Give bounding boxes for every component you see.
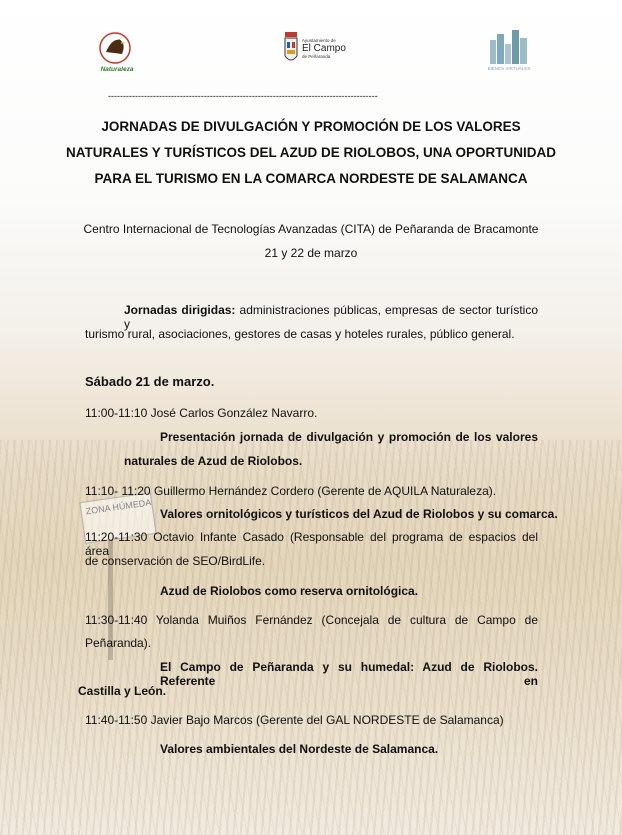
buildings-icon	[486, 30, 532, 64]
schedule-item-4-talk-line2: Castilla y León.	[78, 684, 167, 698]
schedule-item-3-speaker-line2: de conservación de SEO/BirdLife.	[85, 554, 266, 568]
bienes-virtuales-label: BIENES VIRTUALES	[487, 66, 531, 71]
aquila-logo-subtitle: Naturaleza	[100, 66, 134, 73]
el-campo-label: El Campo	[302, 43, 346, 54]
schedule-item-5-talk: Valores ambientales del Nordeste de Salamanca.	[160, 742, 439, 756]
schedule-item-2-talk: Valores ornitológicos y turísticos del Azud de Riolobos y su comarca.	[160, 507, 558, 521]
day-heading: Sábado 21 de marzo.	[85, 374, 215, 389]
bienes-virtuales-logo	[486, 30, 532, 74]
schedule-item-1-talk-line1: Presentación jornada de divulgación y promoción de los valores	[160, 430, 538, 444]
coat-of-arms-icon	[283, 30, 299, 66]
schedule-item-2-speaker: 11:10- 11:20 Guillermo Hernández Cordero (Gerente de AQUILA Naturaleza).	[85, 484, 497, 498]
schedule-item-4-speaker-line1: 11:30-11:40 Yolanda Muiños Fernández (Concejala de cultura de Campo de	[85, 613, 538, 627]
schedule-item-1-talk-line2: naturales de Azud de Riolobos.	[124, 454, 303, 468]
aquila-logo	[92, 26, 138, 76]
penaranda-label: de Peñaranda	[302, 54, 331, 59]
schedule-item-5-speaker: 11:40-11:50 Javier Bajo Marcos (Gerente del GAL NORDESTE de Salamanca)	[85, 713, 504, 727]
audience-text-2: turismo rural, asociaciones, gestores de casas y hoteles rurales, público general.	[85, 327, 515, 341]
schedule-item-1-speaker: 11:00-11:10 José Carlos González Navarro.	[85, 406, 318, 420]
title-line-3: PARA EL TURISMO EN LA COMARCA NORDESTE DE SALAMANCA	[94, 171, 528, 186]
schedule-item-3-speaker-line1: 11:20-11:30 Octavio Infante Casado (Responsable del programa de espacios del área	[85, 530, 538, 558]
dates-text: 21 y 22 de marzo	[264, 246, 358, 260]
audience-text-1: administraciones públicas, empresas de sector turístico y	[124, 303, 538, 331]
schedule-item-4-speaker-line2: Peñaranda).	[85, 636, 152, 650]
venue-text: Centro Internacional de Tecnologías Avanzadas (CITA) de Peñaranda de Bracamonte	[83, 222, 539, 236]
title-line-2: NATURALES Y TURÍSTICOS DEL AZUD DE RIOLOBOS, UNA OPORTUNIDAD	[65, 145, 557, 160]
title-line-1: JORNADAS DE DIVULGACIÓN Y PROMOCIÓN DE LOS VALORES	[101, 119, 521, 134]
separator-line: ------------------------------------------------------------------------------------------	[108, 94, 378, 100]
schedule-item-3-talk: Azud de Riolobos como reserva ornitológica.	[160, 584, 419, 598]
schedule-item-4-talk-line1: El Campo de Peñaranda y su humedal: Azud de Riolobos. Referente en	[160, 660, 538, 688]
audience-label: Jornadas dirigidas:	[124, 303, 236, 317]
ayuntamiento-label: Ayuntamiento de	[302, 38, 336, 43]
background-sign-text: ZONA HÚMEDA	[85, 497, 152, 517]
ayuntamiento-logo	[283, 30, 346, 70]
document-title	[60, 114, 562, 192]
